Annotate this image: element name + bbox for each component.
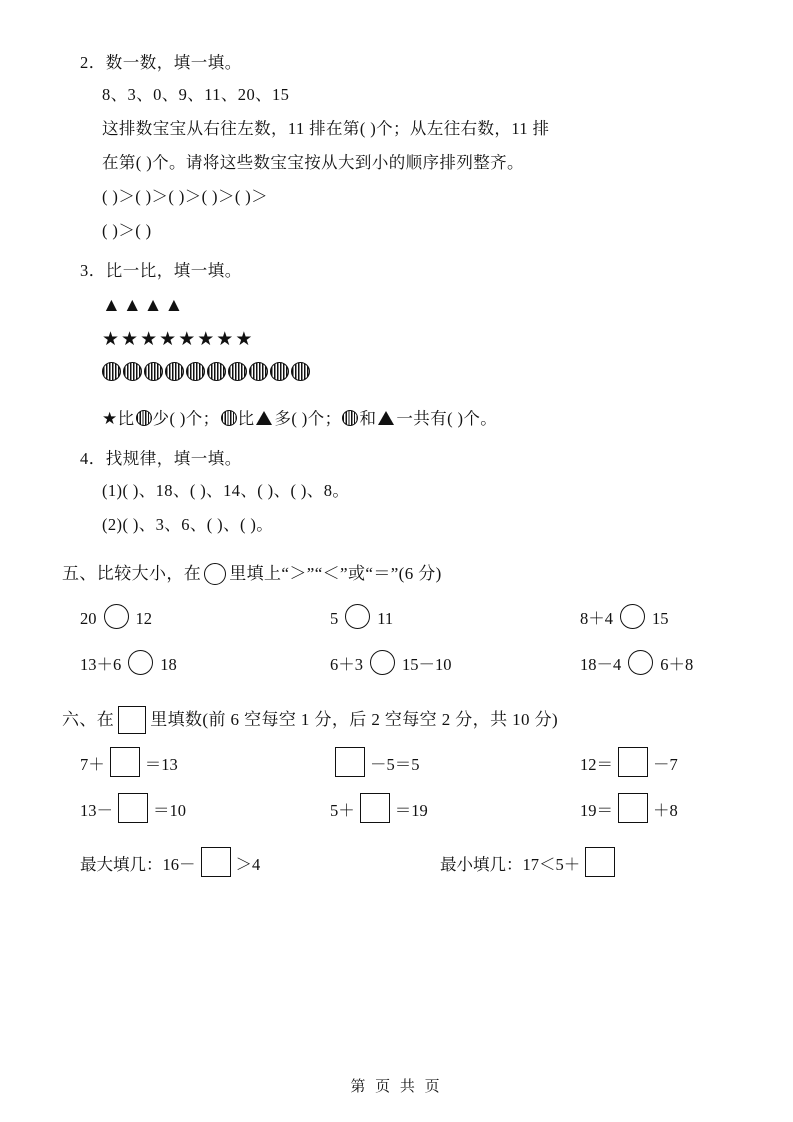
answer-circle[interactable] <box>104 604 129 629</box>
q3-part-2: 少( )个； <box>152 409 220 428</box>
star-icon: ★ <box>178 329 198 350</box>
compare-item[interactable] <box>80 642 330 688</box>
striped-circle-icon <box>136 410 152 426</box>
circle-icon <box>204 563 226 585</box>
square-icon <box>118 706 146 734</box>
triangle-icon: ▲ <box>122 295 144 316</box>
question-3-title: 3．比一比，填一填。 <box>80 261 242 280</box>
q3-part-6: 一共有( )个。 <box>396 409 498 428</box>
striped-circle-icon <box>102 362 121 381</box>
fill-post: ＝13 <box>144 755 178 774</box>
q3-part-5: 和 <box>359 409 377 428</box>
fill-pre: 13－ <box>80 801 113 820</box>
fill-pre: 19＝ <box>580 801 613 820</box>
q3-part-1: 比 <box>117 409 135 428</box>
triangle-icon: ▲ <box>143 295 165 316</box>
compare-left: 8＋4 <box>580 609 613 628</box>
fill-item[interactable] <box>80 788 330 834</box>
striped-circle-icon <box>221 410 237 426</box>
answer-box[interactable] <box>118 793 148 823</box>
section-6-row-1 <box>80 742 731 788</box>
triangle-row <box>102 292 731 320</box>
striped-circle-icon <box>144 362 163 381</box>
page-footer: 第 页 共 页 <box>350 1079 443 1095</box>
q3-part-3: 比 <box>237 409 255 428</box>
answer-box[interactable] <box>201 847 231 877</box>
striped-circle-icon <box>249 362 268 381</box>
answer-circle[interactable] <box>345 604 370 629</box>
question-2-answer-row-1[interactable]: ( )＞( )＞( )＞( )＞( )＞ <box>102 187 269 206</box>
section-5-title <box>62 558 731 590</box>
question-2-block <box>62 48 731 248</box>
fill-post: ＝19 <box>394 801 428 820</box>
fill-pre: 最大填几：16－ <box>80 855 196 874</box>
striped-circle-icon <box>342 410 358 426</box>
answer-box[interactable] <box>618 747 648 777</box>
striped-circle-icon <box>270 362 289 381</box>
striped-circle-icon <box>123 362 142 381</box>
star-icon: ★ <box>159 329 179 350</box>
compare-left: 20 <box>80 609 97 628</box>
question-2-answer-row-2[interactable]: ( )＞( ) <box>102 221 152 240</box>
answer-circle[interactable] <box>628 650 653 675</box>
compare-item[interactable] <box>580 642 731 688</box>
fill-item[interactable] <box>330 742 580 788</box>
answer-circle[interactable] <box>620 604 645 629</box>
compare-item[interactable] <box>80 596 330 642</box>
compare-item[interactable] <box>330 642 580 688</box>
section-5-block <box>62 558 731 688</box>
triangle-icon: ▲ <box>102 295 123 316</box>
compare-left: 18－4 <box>580 655 622 674</box>
fill-pre: 7＋ <box>80 755 105 774</box>
fill-item[interactable] <box>580 788 731 834</box>
triangle-icon <box>378 411 394 425</box>
answer-box[interactable] <box>335 747 365 777</box>
compare-left: 13＋6 <box>80 655 122 674</box>
fill-item[interactable] <box>80 742 330 788</box>
fill-item-min[interactable] <box>440 840 731 890</box>
star-icon: ★ <box>197 329 217 350</box>
striped-circle-icon <box>186 362 205 381</box>
striped-circle-icon <box>165 362 184 381</box>
section-5-row-2 <box>80 642 731 688</box>
compare-right: 15 <box>652 609 669 628</box>
compare-right: 18 <box>160 655 177 674</box>
section-6-title-before: 六、在 <box>62 710 115 729</box>
striped-circle-icon <box>207 362 226 381</box>
question-3-fill-line[interactable] <box>102 402 731 436</box>
fill-post: ＋8 <box>653 801 678 820</box>
question-2-line-2: 在第( )个。请将这些数宝宝按从大到小的顺序排列整齐。 <box>102 153 524 172</box>
q3-part-4: 多( )个； <box>274 409 342 428</box>
star-icon: ★ <box>140 329 160 350</box>
dot-row <box>102 360 731 388</box>
question-4-item-1[interactable]: (1)( )、18、( )、14、( )、( )、8。 <box>102 481 350 500</box>
star-row <box>102 326 731 354</box>
section-5-title-before: 五、比较大小，在 <box>62 564 202 583</box>
section-6-row-2 <box>80 788 731 834</box>
compare-item[interactable] <box>580 596 731 642</box>
answer-box[interactable] <box>360 793 390 823</box>
section-6-title <box>62 704 731 736</box>
answer-box[interactable] <box>618 793 648 823</box>
answer-box[interactable] <box>585 847 615 877</box>
fill-post: ＞4 <box>235 855 261 874</box>
question-2-line-1: 这排数宝宝从右往左数，11 排在第( )个；从左往右数，11 排 <box>102 119 550 138</box>
question-4-block <box>62 444 731 542</box>
question-4-item-2[interactable]: (2)( )、3、6、( )、( )。 <box>102 515 274 534</box>
compare-right: 12 <box>135 609 152 628</box>
question-3-block <box>62 256 731 436</box>
star-icon: ★ <box>102 409 118 428</box>
answer-circle[interactable] <box>370 650 395 675</box>
compare-left: 5 <box>330 609 339 628</box>
compare-right: 15－10 <box>402 655 452 674</box>
fill-item-max[interactable] <box>80 840 440 890</box>
striped-circle-icon <box>291 362 310 381</box>
star-icon: ★ <box>121 329 141 350</box>
answer-box[interactable] <box>110 747 140 777</box>
triangle-icon: ▲ <box>164 295 186 316</box>
fill-pre: 12＝ <box>580 755 613 774</box>
section-6-block <box>62 704 731 890</box>
fill-pre: 最小填几：17＜5＋ <box>440 855 581 874</box>
triangle-icon <box>256 411 272 425</box>
section-5-title-after: 里填上“＞”“＜”或“＝”(6 分) <box>229 564 442 583</box>
question-2-title: 2．数一数，填一填。 <box>80 53 242 72</box>
compare-item[interactable] <box>330 596 580 642</box>
fill-item[interactable] <box>330 788 580 834</box>
section-5-row-1 <box>80 596 731 642</box>
star-icon: ★ <box>235 329 255 350</box>
question-4-title: 4．找规律，填一填。 <box>80 449 242 468</box>
compare-right: 6＋8 <box>660 655 694 674</box>
compare-left: 6＋3 <box>330 655 363 674</box>
fill-pre: 5＋ <box>330 801 355 820</box>
section-6-title-after: 里填数(前 6 空每空 1 分，后 2 空每空 2 分，共 10 分) <box>150 710 559 729</box>
star-icon: ★ <box>216 329 236 350</box>
answer-circle[interactable] <box>128 650 153 675</box>
section-6-row-3 <box>80 840 731 890</box>
striped-circle-icon <box>228 362 247 381</box>
fill-item[interactable] <box>580 742 731 788</box>
star-icon: ★ <box>102 329 122 350</box>
fill-post: －7 <box>653 755 678 774</box>
compare-right: 11 <box>377 609 394 628</box>
question-2-numbers: 8、3、0、9、11、20、15 <box>102 85 290 104</box>
fill-post: －5＝5 <box>370 755 420 774</box>
fill-post: ＝10 <box>153 801 186 820</box>
